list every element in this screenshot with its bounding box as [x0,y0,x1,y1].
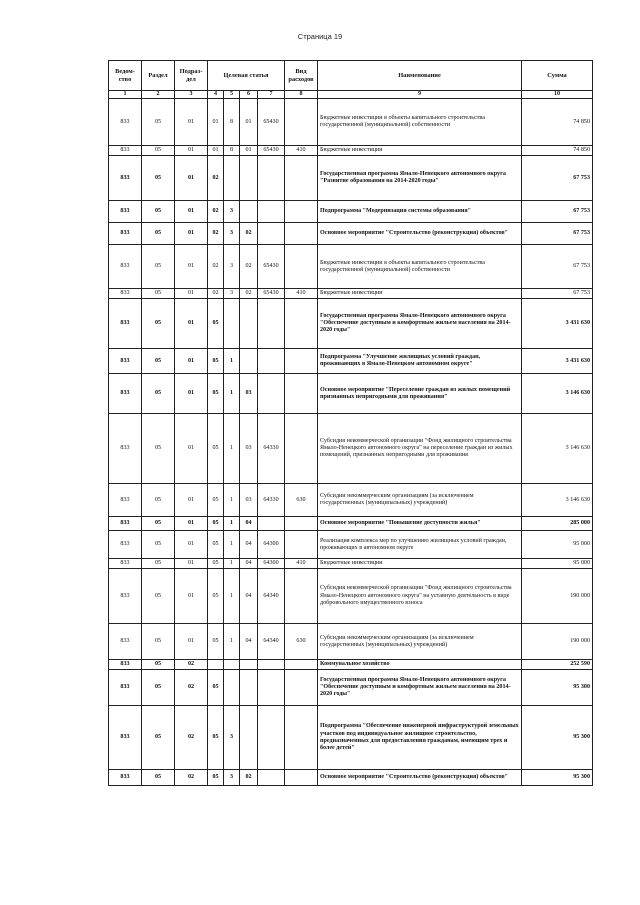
cell-naimenovanie: Субсидии некоммерческим организациям (за исключением государственных (муниципальных) учреждений) [318,484,522,517]
table-row [109,484,593,517]
cell-summa: 3 146 630 [522,374,593,414]
column-number: 6 [240,91,258,99]
cell-target-direction: 64340 [258,624,285,660]
cell-podrazdel: 01 [175,349,208,374]
cell-target-program: 01 [208,99,224,146]
cell-target-measure: 02 [240,245,258,289]
cell-target-measure: 04 [240,531,258,559]
cell-vedomstvo: 833 [109,156,142,201]
table-header-row [109,61,593,91]
cell-vid-rashodov [285,201,318,223]
table-row [109,670,593,706]
cell-vid-rashodov: 410 [285,289,318,299]
table-row [109,156,593,201]
cell-summa: 67 753 [522,201,593,223]
header-celevaya-statya: Целевая статья [208,61,285,91]
cell-podrazdel: 01 [175,569,208,624]
cell-summa: 252 590 [522,660,593,670]
cell-vedomstvo: 833 [109,569,142,624]
cell-vid-rashodov: 410 [285,559,318,569]
table-row [109,245,593,289]
cell-target-measure [240,156,258,201]
budget-table-body [109,99,593,786]
cell-vid-rashodov [285,223,318,245]
cell-target-subprogram: 1 [224,569,240,624]
cell-podrazdel: 01 [175,146,208,156]
cell-naimenovanie: Подпрограмма "Обеспечение инженерной инфраструктурой земельных участков под индивидуальное жилищное строительство, предназначенных для предоставления гражданам, имеющим трех и более детей" [318,706,522,770]
cell-summa: 67 753 [522,223,593,245]
cell-vedomstvo: 833 [109,624,142,660]
column-number: 2 [142,91,175,99]
cell-summa: 3 431 630 [522,349,593,374]
column-number: 1 [109,91,142,99]
cell-naimenovanie: Основное мероприятие "Строительство (реконструкция) объектов" [318,770,522,786]
column-number: 8 [285,91,318,99]
header-vid-rashodov: Вид расходов [285,61,318,91]
cell-naimenovanie: Бюджетные инвестиции в объекты капитального строительства государственной (муниципальной) собственности [318,99,522,146]
cell-razdel: 05 [142,670,175,706]
cell-summa: 3 431 630 [522,299,593,349]
cell-naimenovanie: Подпрограмма "Модернизация системы образования" [318,201,522,223]
cell-vid-rashodov [285,349,318,374]
cell-vedomstvo: 833 [109,770,142,786]
budget-table [108,60,593,786]
cell-target-subprogram: 3 [224,245,240,289]
cell-naimenovanie: Основное мероприятие "Повышение доступности жилья" [318,517,522,531]
cell-summa: 74 850 [522,99,593,146]
cell-vid-rashodov [285,414,318,484]
table-row [109,99,593,146]
table-row [109,223,593,245]
table-row [109,770,593,786]
cell-vedomstvo: 833 [109,531,142,559]
cell-naimenovanie: Бюджетные инвестиции [318,559,522,569]
cell-summa: 95 300 [522,770,593,786]
cell-razdel: 05 [142,201,175,223]
cell-podrazdel: 01 [175,624,208,660]
cell-vedomstvo: 833 [109,99,142,146]
cell-target-direction: 65430 [258,245,285,289]
cell-razdel: 05 [142,146,175,156]
cell-naimenovanie: Бюджетные инвестиции [318,289,522,299]
table-row [109,299,593,349]
cell-target-subprogram: 1 [224,349,240,374]
cell-target-measure: 02 [240,770,258,786]
column-number: 4 [208,91,224,99]
cell-razdel: 05 [142,223,175,245]
cell-vedomstvo: 833 [109,670,142,706]
cell-target-direction [258,517,285,531]
cell-target-direction [258,223,285,245]
cell-razdel: 05 [142,660,175,670]
cell-target-subprogram: 1 [224,484,240,517]
cell-target-program: 05 [208,624,224,660]
cell-podrazdel: 01 [175,223,208,245]
cell-target-program: 05 [208,517,224,531]
cell-target-direction [258,299,285,349]
cell-podrazdel: 01 [175,531,208,559]
cell-target-subprogram: 1 [224,624,240,660]
cell-target-subprogram [224,299,240,349]
cell-vid-rashodov [285,299,318,349]
cell-vid-rashodov [285,531,318,559]
cell-summa: 74 850 [522,146,593,156]
cell-target-program: 05 [208,484,224,517]
cell-summa: 95 000 [522,531,593,559]
cell-naimenovanie: Бюджетные инвестиции [318,146,522,156]
cell-target-subprogram: 1 [224,517,240,531]
cell-razdel: 05 [142,517,175,531]
cell-target-direction [258,201,285,223]
cell-summa: 190 000 [522,569,593,624]
cell-target-subprogram: 8 [224,99,240,146]
cell-vedomstvo: 833 [109,245,142,289]
cell-summa: 67 753 [522,289,593,299]
table-row [109,349,593,374]
cell-summa: 3 146 630 [522,414,593,484]
cell-naimenovanie: Субсидия некоммерческой организации "Фонд жилищного строительства Ямало-Ненецкого автономного округа" на переселение граждан из жилых помещений, признанных непригодными для проживания [318,414,522,484]
cell-vid-rashodov: 630 [285,484,318,517]
cell-naimenovanie: Основное мероприятие "Строительство (реконструкция) объектов" [318,223,522,245]
cell-vid-rashodov [285,245,318,289]
cell-naimenovanie: Государственная программа Ямало-Ненецкого автономного округа "Развитие образования на 2014-2020 годы" [318,156,522,201]
column-number-row [109,91,593,99]
cell-target-measure: 03 [240,374,258,414]
header-vedomstvo: Ведом-ство [109,61,142,91]
cell-target-program: 05 [208,770,224,786]
cell-target-subprogram: 1 [224,531,240,559]
cell-vid-rashodov [285,770,318,786]
cell-vedomstvo: 833 [109,660,142,670]
cell-podrazdel: 01 [175,156,208,201]
cell-naimenovanie: Государственная программа Ямало-Ненецкого автономного округа "Обеспечение доступным и комфортным жильем населения на 2014-2020 годы" [318,299,522,349]
cell-podrazdel: 01 [175,374,208,414]
cell-target-measure: 04 [240,559,258,569]
cell-razdel: 05 [142,374,175,414]
cell-target-program: 02 [208,289,224,299]
cell-target-direction: 64300 [258,531,285,559]
cell-podrazdel: 01 [175,414,208,484]
cell-vedomstvo: 833 [109,517,142,531]
cell-razdel: 05 [142,531,175,559]
cell-vid-rashodov [285,374,318,414]
cell-target-measure: 01 [240,99,258,146]
cell-target-direction [258,660,285,670]
cell-target-program: 05 [208,559,224,569]
cell-target-subprogram: 8 [224,146,240,156]
cell-podrazdel: 02 [175,770,208,786]
cell-target-subprogram [224,670,240,706]
cell-target-measure: 04 [240,517,258,531]
cell-target-subprogram: 3 [224,223,240,245]
cell-razdel: 05 [142,299,175,349]
cell-target-measure [240,660,258,670]
cell-naimenovanie: Подпрограмма "Улучшение жилищных условий граждан, проживающих в Ямало-Ненецком автономном округе" [318,349,522,374]
cell-target-measure: 02 [240,289,258,299]
cell-target-direction [258,670,285,706]
cell-target-program [208,660,224,670]
cell-podrazdel: 02 [175,670,208,706]
table-row [109,660,593,670]
cell-podrazdel: 01 [175,289,208,299]
cell-target-program: 05 [208,670,224,706]
table-row [109,414,593,484]
cell-podrazdel: 01 [175,245,208,289]
table-row [109,624,593,660]
cell-razdel: 05 [142,706,175,770]
cell-target-subprogram [224,156,240,201]
cell-target-direction: 64340 [258,569,285,624]
cell-naimenovanie: Основное мероприятие "Переселение граждан из жилых помещений признанных непригодными для проживания" [318,374,522,414]
table-row [109,559,593,569]
cell-vedomstvo: 833 [109,299,142,349]
cell-target-direction: 65430 [258,146,285,156]
cell-vedomstvo: 833 [109,706,142,770]
cell-razdel: 05 [142,99,175,146]
cell-target-measure [240,201,258,223]
cell-summa: 190 000 [522,624,593,660]
cell-target-program: 05 [208,569,224,624]
cell-target-subprogram: 3 [224,770,240,786]
cell-naimenovanie: Государственная программа Ямало-Ненецкого автономного округа "Обеспечение доступным и комфортным жильем населения на 2014-2020 годы" [318,670,522,706]
column-number: 9 [318,91,522,99]
table-row [109,201,593,223]
cell-summa: 95 300 [522,670,593,706]
cell-vid-rashodov [285,706,318,770]
cell-razdel: 05 [142,156,175,201]
cell-target-program: 02 [208,245,224,289]
cell-target-subprogram: 3 [224,706,240,770]
cell-naimenovanie: Коммунальное хозяйство [318,660,522,670]
cell-target-program: 02 [208,223,224,245]
table-row [109,569,593,624]
cell-target-program: 05 [208,706,224,770]
cell-target-direction: 64300 [258,559,285,569]
cell-razdel: 05 [142,289,175,299]
cell-podrazdel: 01 [175,484,208,517]
cell-target-program: 05 [208,349,224,374]
cell-summa: 67 753 [522,156,593,201]
cell-vedomstvo: 833 [109,289,142,299]
cell-podrazdel: 01 [175,299,208,349]
cell-target-subprogram: 3 [224,201,240,223]
cell-vedomstvo: 833 [109,349,142,374]
cell-naimenovanie: Субсидии некоммерческим организациям (за исключением государственных (муниципальных) учреждений) [318,624,522,660]
cell-vid-rashodov [285,99,318,146]
cell-naimenovanie: Реализация комплекса мер по улучшению жилищных условий граждан, проживающих в автономном округе [318,531,522,559]
cell-target-program: 02 [208,156,224,201]
cell-target-measure: 01 [240,146,258,156]
cell-target-program: 05 [208,414,224,484]
cell-razdel: 05 [142,770,175,786]
cell-target-direction: 65430 [258,99,285,146]
table-row [109,517,593,531]
table-row [109,706,593,770]
cell-target-program: 01 [208,146,224,156]
cell-target-direction [258,349,285,374]
cell-vedomstvo: 833 [109,146,142,156]
cell-target-measure [240,349,258,374]
cell-podrazdel: 02 [175,660,208,670]
cell-target-direction: 64330 [258,484,285,517]
cell-vedomstvo: 833 [109,484,142,517]
cell-razdel: 05 [142,484,175,517]
cell-vedomstvo: 833 [109,223,142,245]
cell-target-measure [240,670,258,706]
cell-vid-rashodov [285,517,318,531]
cell-podrazdel: 01 [175,517,208,531]
cell-vid-rashodov [285,569,318,624]
cell-summa: 67 753 [522,245,593,289]
cell-vedomstvo: 833 [109,559,142,569]
cell-target-direction: 64330 [258,414,285,484]
cell-target-subprogram: 3 [224,289,240,299]
cell-target-subprogram: 1 [224,559,240,569]
cell-vedomstvo: 833 [109,374,142,414]
cell-razdel: 05 [142,559,175,569]
cell-target-measure: 03 [240,484,258,517]
cell-summa: 95 300 [522,706,593,770]
table-row [109,289,593,299]
cell-target-measure: 02 [240,223,258,245]
column-number: 10 [522,91,593,99]
cell-podrazdel: 02 [175,706,208,770]
header-naimenovanie: Наименование [318,61,522,91]
page-number-label: Страница 19 [297,32,343,41]
table-row [109,146,593,156]
cell-summa: 95 000 [522,559,593,569]
table-row [109,531,593,559]
cell-target-measure: 04 [240,624,258,660]
cell-target-direction [258,706,285,770]
cell-target-program: 05 [208,531,224,559]
cell-target-program: 05 [208,374,224,414]
header-podrazdel: Подраз-дел [175,61,208,91]
column-number: 7 [258,91,285,99]
table-row [109,374,593,414]
column-number: 3 [175,91,208,99]
cell-target-direction [258,156,285,201]
cell-podrazdel: 01 [175,99,208,146]
cell-target-subprogram [224,660,240,670]
cell-target-measure [240,299,258,349]
header-razdel: Раздел [142,61,175,91]
cell-target-program: 05 [208,299,224,349]
cell-razdel: 05 [142,414,175,484]
column-number: 5 [224,91,240,99]
cell-target-measure [240,706,258,770]
cell-target-program: 02 [208,201,224,223]
cell-vid-rashodov: 410 [285,146,318,156]
cell-vedomstvo: 833 [109,201,142,223]
cell-target-measure: 04 [240,569,258,624]
cell-razdel: 05 [142,624,175,660]
cell-target-direction: 65430 [258,289,285,299]
cell-summa: 285 000 [522,517,593,531]
cell-vid-rashodov: 630 [285,624,318,660]
cell-razdel: 05 [142,349,175,374]
cell-vid-rashodov [285,156,318,201]
cell-vid-rashodov [285,660,318,670]
cell-target-direction [258,770,285,786]
cell-naimenovanie: Бюджетные инвестиции в объекты капитального строительства государственной (муниципальной) собственности [318,245,522,289]
cell-target-subprogram: 1 [224,414,240,484]
cell-razdel: 05 [142,245,175,289]
header-summa: Сумма [522,61,593,91]
cell-naimenovanie: Субсидия некоммерческой организации "Фонд жилищного строительства Ямало-Ненецкого автономного округа" на уставную деятельность в виде добровольного имущественного взноса [318,569,522,624]
cell-razdel: 05 [142,569,175,624]
cell-vid-rashodov [285,670,318,706]
cell-target-subprogram: 1 [224,374,240,414]
cell-podrazdel: 01 [175,201,208,223]
cell-summa: 3 146 630 [522,484,593,517]
cell-target-direction [258,374,285,414]
cell-podrazdel: 01 [175,559,208,569]
cell-target-measure: 03 [240,414,258,484]
cell-vedomstvo: 833 [109,414,142,484]
